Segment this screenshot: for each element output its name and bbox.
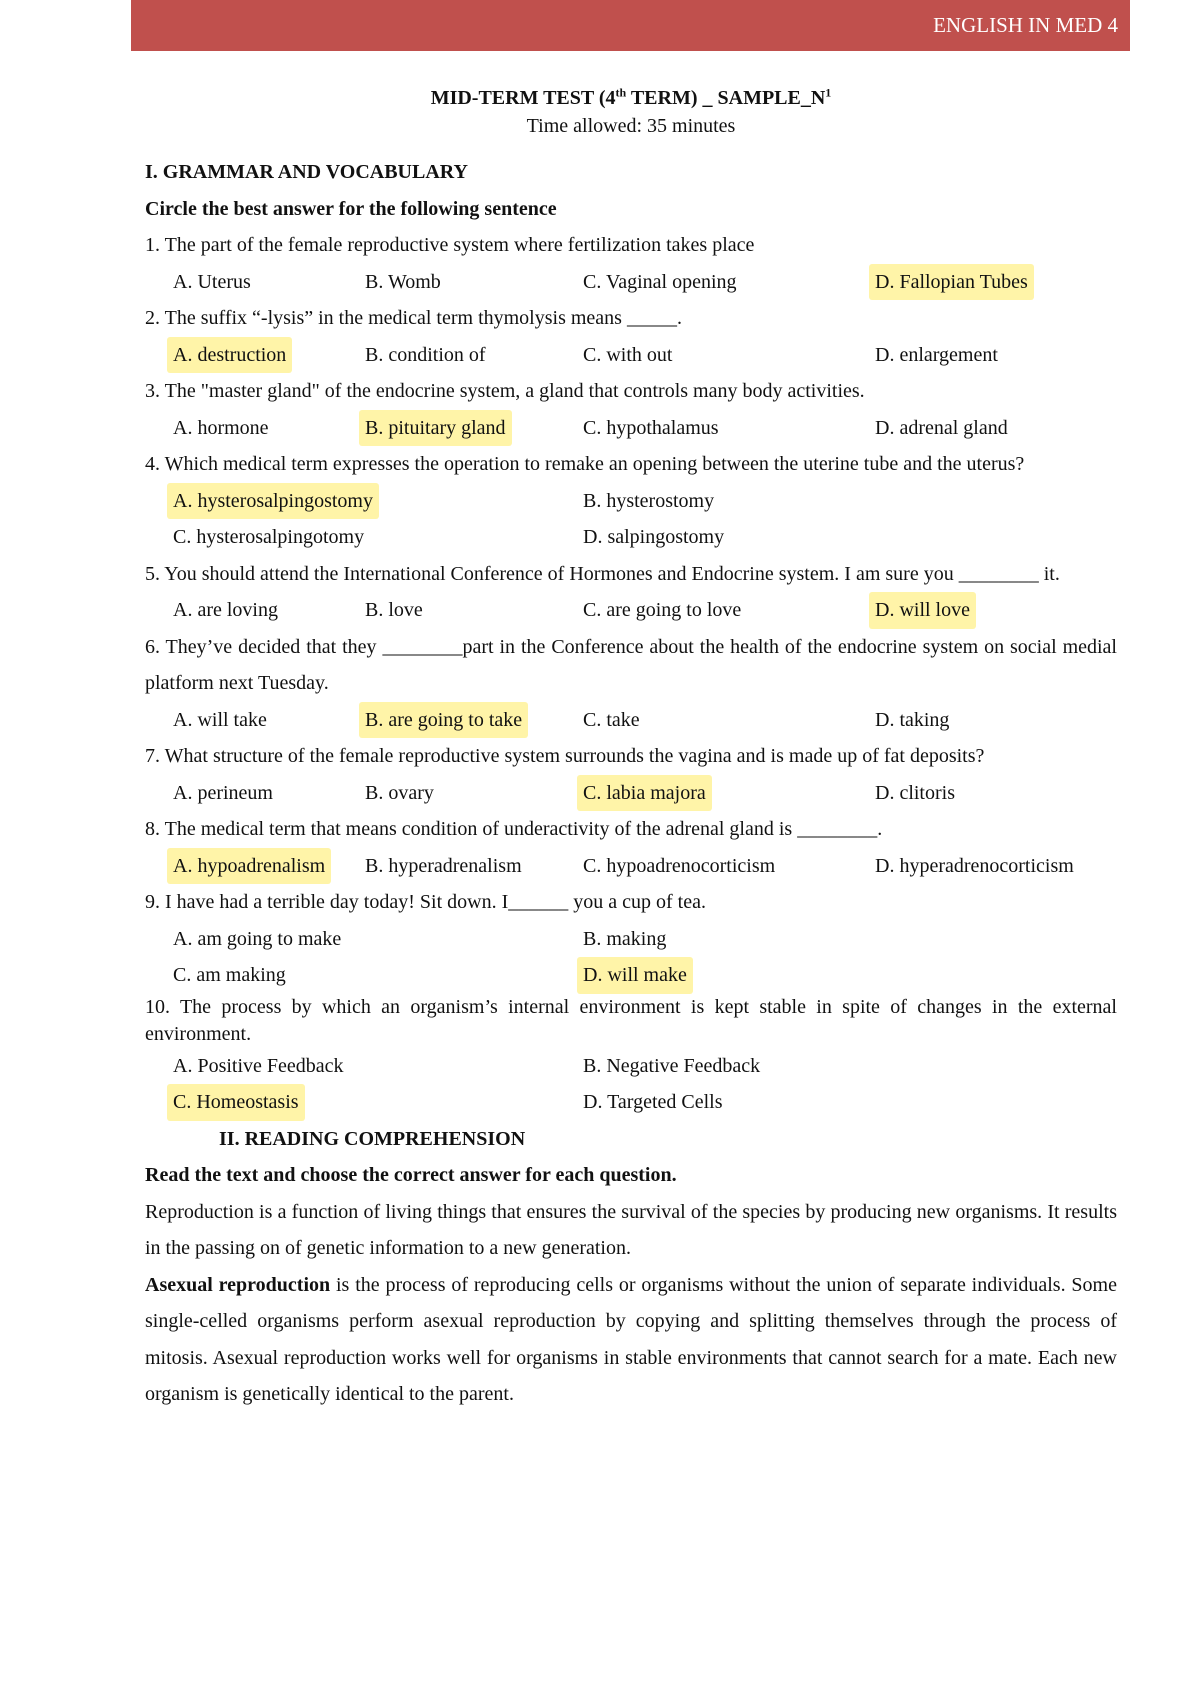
question-8-options (145, 848, 1117, 885)
option-d-answer[interactable]: D. will love (869, 592, 976, 629)
option-d[interactable]: D. salpingostomy (583, 526, 725, 548)
option-a[interactable]: A. Positive Feedback (173, 1054, 344, 1077)
option-a[interactable]: A. perineum (173, 781, 273, 804)
question-8: 8. The medical term that means condition of underactivity of the adrenal gland is ________. (145, 818, 883, 840)
option-b[interactable]: B. condition of (365, 343, 486, 366)
question-6: 6. They’ve decided that they ________part in the Conference about the health of the endocrine system on social medial platform next Tuesday. (145, 635, 1117, 694)
question-7: 7. What structure of the female reproductive system surrounds the vagina and is made up of fat deposits? (145, 745, 985, 767)
question-3-options (145, 410, 1117, 447)
question-5-options (145, 592, 1117, 629)
question-9-options-row2 (145, 957, 1117, 994)
option-b[interactable]: B. Womb (365, 270, 441, 293)
question-7-options (145, 775, 1117, 812)
question-10: 10. The process by which an organism’s internal environment is kept stable in spite of changes in the external environment. (145, 995, 1117, 1045)
option-c[interactable]: C. Vaginal opening (583, 270, 737, 293)
question-1-options (145, 264, 1117, 301)
section1-instruction: Circle the best answer for the following sentence (145, 197, 557, 220)
option-d[interactable]: D. taking (875, 708, 950, 731)
question-9: 9. I have had a terrible day today! Sit down. I______ you a cup of tea. (145, 891, 706, 913)
option-d[interactable]: D. enlargement (875, 343, 998, 366)
reading-paragraph-2: Asexual reproduction is the process of reproducing cells or organisms without the union of separate individuals. Some single-celled organisms perform asexual reproduction by copying and splitting themselves through the process of mitosis. Asexual reproduction works well for organisms in stable environments that cannot search for a mate. Each new organism is genetically identical to the parent. (145, 1273, 1117, 1405)
question-10-options-row2 (145, 1084, 1117, 1121)
option-a-answer[interactable]: A. hysterosalpingostomy (167, 483, 379, 520)
option-c[interactable]: C. take (583, 708, 640, 731)
option-a[interactable]: A. am going to make (173, 927, 342, 950)
question-4-options-row2 (145, 519, 1117, 556)
option-b-answer[interactable]: B. pituitary gland (359, 410, 512, 447)
question-9-options-row1 (145, 921, 1117, 958)
question-6-options (145, 702, 1117, 739)
option-b[interactable]: B. love (365, 599, 423, 621)
question-1: 1. The part of the female reproductive system where fertilization takes place (145, 234, 755, 256)
option-a[interactable]: A. Uterus (173, 270, 251, 293)
option-b[interactable]: B. Negative Feedback (583, 1054, 761, 1077)
option-c[interactable]: C. hysterosalpingotomy (173, 526, 365, 548)
reading-paragraph-1: Reproduction is a function of living things that ensures the survival of the species by producing new organisms. It results in the passing on of genetic information to a new generation. (145, 1200, 1117, 1259)
document-body (145, 84, 1117, 1413)
option-d[interactable]: D. hyperadrenocorticism (875, 854, 1074, 877)
question-4-options-row1 (145, 483, 1117, 520)
question-4: 4. Which medical term expresses the operation to remake an opening between the uterine tube and the uterus? (145, 453, 1025, 475)
option-c[interactable]: C. am making (173, 964, 286, 986)
option-d-answer[interactable]: D. will make (577, 957, 693, 994)
option-b-answer[interactable]: B. are going to take (359, 702, 528, 739)
option-b[interactable]: B. ovary (365, 781, 434, 804)
option-c[interactable]: C. are going to love (583, 599, 742, 621)
header-bar (131, 0, 1130, 51)
section2-title: II. READING COMPREHENSION (219, 1127, 526, 1150)
option-c[interactable]: C. hypoadrenocorticism (583, 854, 776, 877)
option-c-answer[interactable]: C. Homeostasis (167, 1084, 305, 1121)
question-2-options (145, 337, 1117, 374)
option-a[interactable]: A. will take (173, 708, 267, 731)
option-d[interactable]: D. clitoris (875, 781, 955, 804)
option-b[interactable]: B. hysterostomy (583, 489, 715, 512)
question-2: 2. The suffix “-lysis” in the medical term thymolysis means _____. (145, 307, 682, 329)
option-c-answer[interactable]: C. labia majora (577, 775, 712, 812)
option-b[interactable]: B. hyperadrenalism (365, 854, 522, 877)
option-d[interactable]: D. Targeted Cells (583, 1091, 723, 1113)
time-allowed: Time allowed: 35 minutes (526, 115, 736, 137)
section1-title: I. GRAMMAR AND VOCABULARY (145, 161, 468, 183)
option-c[interactable]: C. hypothalamus (583, 416, 719, 439)
option-a[interactable]: A. are loving (173, 599, 278, 621)
option-d[interactable]: D. adrenal gland (875, 416, 1008, 439)
question-5: 5. You should attend the International Conference of Hormones and Endocrine system. I am sure you ________ it. (145, 562, 1060, 585)
option-a[interactable]: A. hormone (173, 416, 269, 439)
test-title: MID-TERM TEST (4th TERM) _ $SAMPLE\_N^1$ (430, 85, 832, 109)
header-course-label: ENGLISH IN MED 4 (933, 13, 1118, 37)
section2-instruction: Read the text and choose the correct answer for each question. (145, 1164, 677, 1186)
question-3: 3. The "master gland" of the endocrine system, a gland that controls many body activities. (145, 380, 865, 402)
option-d-answer[interactable]: D. Fallopian Tubes (869, 264, 1034, 301)
option-a-answer[interactable]: A. hypoadrenalism (167, 848, 331, 885)
option-b[interactable]: B. making (583, 927, 667, 950)
option-c[interactable]: C. with out (583, 343, 673, 366)
option-a-answer[interactable]: A. destruction (167, 337, 292, 374)
question-10-options-row1 (145, 1048, 1117, 1085)
asexual-reproduction-term: Asexual reproduction (145, 1273, 331, 1296)
